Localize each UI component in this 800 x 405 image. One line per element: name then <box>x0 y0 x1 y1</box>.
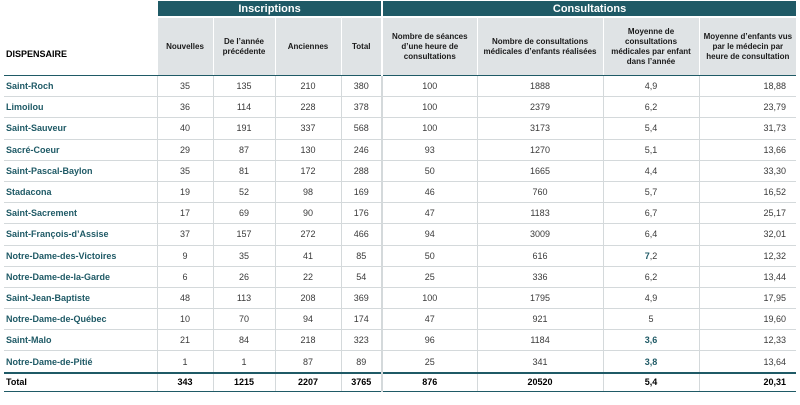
moyenne-cell <box>603 287 699 308</box>
precedente-cell: 135 <box>213 76 275 97</box>
seances-cell: 50 <box>382 160 477 181</box>
table-row <box>4 160 796 181</box>
anciennes-cell: 22 <box>275 266 341 287</box>
precedente-cell: 35 <box>213 245 275 266</box>
nouvelles-cell: 9 <box>157 245 213 266</box>
moyenne-consultations-header: Moyenne de consultations médicales par enfant dans l’année <box>603 17 699 76</box>
total-label: Total <box>4 373 157 392</box>
total-nouvelles: 343 <box>157 373 213 392</box>
table-row <box>4 203 796 224</box>
seances-cell: 96 <box>382 330 477 351</box>
enfants-cell: 33,30 <box>699 160 796 181</box>
seances-cell: 46 <box>382 181 477 202</box>
seances-cell: 100 <box>382 76 477 97</box>
nouvelles-cell: 35 <box>157 76 213 97</box>
anciennes-cell: 41 <box>275 245 341 266</box>
consultations-cell: 760 <box>477 181 603 202</box>
enfants-cell: 19,60 <box>699 309 796 330</box>
nouvelles-cell: 6 <box>157 266 213 287</box>
dispensary-name: Saint-Pascal-Baylon <box>4 160 157 181</box>
precedente-cell: 70 <box>213 309 275 330</box>
table-row <box>4 224 796 245</box>
moyenne-value: 6,2 <box>644 271 658 282</box>
consultations-cell: 1270 <box>477 139 603 160</box>
dispensaire-header: DISPENSAIRE <box>4 1 157 76</box>
moyenne-value-highlight: 7 <box>644 250 650 261</box>
anciennes-cell: 228 <box>275 97 341 118</box>
dispensary-name: Saint-Roch <box>4 76 157 97</box>
dispensary-table <box>4 1 796 392</box>
table-row <box>4 330 796 351</box>
table-row <box>4 76 796 97</box>
moyenne-value: 5,7 <box>644 187 658 198</box>
precedente-cell: 87 <box>213 139 275 160</box>
inscriptions-header: Inscriptions <box>157 1 382 17</box>
nouvelles-header: Nouvelles <box>157 17 213 76</box>
nouvelles-cell: 17 <box>157 203 213 224</box>
consultations-cell: 3173 <box>477 118 603 139</box>
precedente-cell: 191 <box>213 118 275 139</box>
enfants-cell: 31,73 <box>699 118 796 139</box>
total-total: 3765 <box>341 373 382 392</box>
anciennes-cell: 87 <box>275 351 341 373</box>
total-precedente: 1215 <box>213 373 275 392</box>
consultations-cell: 921 <box>477 309 603 330</box>
nb-consultations-header: Nombre de consultations médicales d’enfants réalisées <box>477 17 603 76</box>
nouvelles-cell: 36 <box>157 97 213 118</box>
nouvelles-cell: 19 <box>157 181 213 202</box>
dispensary-name: Notre-Dame-de-Québec <box>4 309 157 330</box>
enfants-cell: 16,52 <box>699 181 796 202</box>
total-cell: 380 <box>341 76 382 97</box>
consultations-header: Consultations <box>382 1 796 17</box>
moyenne-cell <box>603 76 699 97</box>
total-enfants: 20,31 <box>699 373 796 392</box>
seances-cell: 93 <box>382 139 477 160</box>
total-seances: 876 <box>382 373 477 392</box>
moyenne-value: 5,1 <box>644 144 658 155</box>
moyenne-cell <box>603 266 699 287</box>
nouvelles-cell: 48 <box>157 287 213 308</box>
precedente-cell: 113 <box>213 287 275 308</box>
moyenne-cell <box>603 139 699 160</box>
consultations-cell: 3009 <box>477 224 603 245</box>
seances-header: Nombre de séances d’une heure de consultations <box>382 17 477 76</box>
total-consultations: 20520 <box>477 373 603 392</box>
seances-cell: 25 <box>382 266 477 287</box>
total-cell: 176 <box>341 203 382 224</box>
table-row <box>4 351 796 373</box>
total-cell: 169 <box>341 181 382 202</box>
dispensary-name: Stadacona <box>4 181 157 202</box>
group-header-row <box>4 1 796 17</box>
moyenne-cell <box>603 309 699 330</box>
table-row <box>4 287 796 308</box>
nouvelles-cell: 10 <box>157 309 213 330</box>
precedente-cell: 52 <box>213 181 275 202</box>
moyenne-value: 6,4 <box>644 229 658 240</box>
anciennes-cell: 130 <box>275 139 341 160</box>
anciennes-cell: 208 <box>275 287 341 308</box>
moyenne-value: 4,9 <box>644 292 658 303</box>
total-row <box>4 373 796 392</box>
dispensary-name: Saint-Sacrement <box>4 203 157 224</box>
enfants-cell: 23,79 <box>699 97 796 118</box>
consultations-cell: 336 <box>477 266 603 287</box>
anciennes-cell: 337 <box>275 118 341 139</box>
seances-cell: 100 <box>382 97 477 118</box>
enfants-cell: 13,66 <box>699 139 796 160</box>
anciennes-cell: 172 <box>275 160 341 181</box>
consultations-cell: 1888 <box>477 76 603 97</box>
precedente-cell: 69 <box>213 203 275 224</box>
table-row <box>4 266 796 287</box>
table-row <box>4 118 796 139</box>
anciennes-header: Anciennes <box>275 17 341 76</box>
precedente-cell: 1 <box>213 351 275 373</box>
enfants-cell: 18,88 <box>699 76 796 97</box>
consultations-cell: 1184 <box>477 330 603 351</box>
anciennes-cell: 94 <box>275 309 341 330</box>
nouvelles-cell: 1 <box>157 351 213 373</box>
annee-precedente-header: De l’année précédente <box>213 17 275 76</box>
moyenne-value: 5 <box>648 314 654 325</box>
moyenne-cell <box>603 330 699 351</box>
total-cell: 174 <box>341 309 382 330</box>
total-cell: 568 <box>341 118 382 139</box>
moyenne-value: 5,4 <box>644 123 658 134</box>
total-cell: 378 <box>341 97 382 118</box>
dispensary-name: Saint-Sauveur <box>4 118 157 139</box>
precedente-cell: 114 <box>213 97 275 118</box>
consultations-cell: 1795 <box>477 287 603 308</box>
total-cell: 323 <box>341 330 382 351</box>
precedente-cell: 26 <box>213 266 275 287</box>
precedente-cell: 84 <box>213 330 275 351</box>
consultations-cell: 2379 <box>477 97 603 118</box>
moyenne-cell <box>603 351 699 373</box>
moyenne-cell <box>603 160 699 181</box>
nouvelles-cell: 29 <box>157 139 213 160</box>
total-header: Total <box>341 17 382 76</box>
table-row <box>4 309 796 330</box>
consultations-cell: 1665 <box>477 160 603 181</box>
moyenne-value-rest: ,2 <box>649 250 658 261</box>
moyenne-cell <box>603 118 699 139</box>
seances-cell: 47 <box>382 309 477 330</box>
dispensary-name: Notre-Dame-des-Victoires <box>4 245 157 266</box>
table-row <box>4 97 796 118</box>
total-cell: 288 <box>341 160 382 181</box>
dispensary-name: Sacré-Coeur <box>4 139 157 160</box>
enfants-cell: 12,33 <box>699 330 796 351</box>
enfants-cell: 12,32 <box>699 245 796 266</box>
nouvelles-cell: 37 <box>157 224 213 245</box>
dispensary-name: Saint-François-d’Assise <box>4 224 157 245</box>
dispensary-name: Saint-Malo <box>4 330 157 351</box>
moyenne-value-highlight: 3,8 <box>644 356 658 367</box>
moyenne-cell <box>603 245 699 266</box>
seances-cell: 94 <box>382 224 477 245</box>
enfants-cell: 13,64 <box>699 351 796 373</box>
seances-cell: 100 <box>382 118 477 139</box>
dispensary-name: Notre-Dame-de-Pitié <box>4 351 157 373</box>
anciennes-cell: 272 <box>275 224 341 245</box>
total-anciennes: 2207 <box>275 373 341 392</box>
seances-cell: 50 <box>382 245 477 266</box>
precedente-cell: 81 <box>213 160 275 181</box>
moyenne-enfants-header: Moyenne d’enfants vus par le médecin par heure de consultation <box>699 17 796 76</box>
enfants-cell: 25,17 <box>699 203 796 224</box>
moyenne-cell <box>603 203 699 224</box>
dispensary-name: Saint-Jean-Baptiste <box>4 287 157 308</box>
seances-cell: 25 <box>382 351 477 373</box>
anciennes-cell: 90 <box>275 203 341 224</box>
moyenne-value: 4,4 <box>644 165 658 176</box>
total-moyenne <box>603 373 699 392</box>
total-cell: 369 <box>341 287 382 308</box>
seances-cell: 47 <box>382 203 477 224</box>
enfants-cell: 13,44 <box>699 266 796 287</box>
total-cell: 466 <box>341 224 382 245</box>
moyenne-value: 4,9 <box>644 81 658 92</box>
moyenne-cell <box>603 181 699 202</box>
total-cell: 246 <box>341 139 382 160</box>
total-cell: 85 <box>341 245 382 266</box>
anciennes-cell: 98 <box>275 181 341 202</box>
moyenne-value: 6,2 <box>644 102 658 113</box>
total-cell: 54 <box>341 266 382 287</box>
moyenne-value: 6,7 <box>644 208 658 219</box>
anciennes-cell: 218 <box>275 330 341 351</box>
table-row <box>4 139 796 160</box>
seances-cell: 100 <box>382 287 477 308</box>
consultations-cell: 1183 <box>477 203 603 224</box>
precedente-cell: 157 <box>213 224 275 245</box>
nouvelles-cell: 35 <box>157 160 213 181</box>
consultations-cell: 616 <box>477 245 603 266</box>
consultations-cell: 341 <box>477 351 603 373</box>
total-cell: 89 <box>341 351 382 373</box>
anciennes-cell: 210 <box>275 76 341 97</box>
enfants-cell: 17,95 <box>699 287 796 308</box>
total-moyenne-value: 5,4 <box>644 377 658 388</box>
dispensary-name: Limoilou <box>4 97 157 118</box>
table-row <box>4 245 796 266</box>
moyenne-cell <box>603 97 699 118</box>
nouvelles-cell: 21 <box>157 330 213 351</box>
moyenne-cell <box>603 224 699 245</box>
enfants-cell: 32,01 <box>699 224 796 245</box>
table-row <box>4 181 796 202</box>
dispensary-name: Notre-Dame-de-la-Garde <box>4 266 157 287</box>
nouvelles-cell: 40 <box>157 118 213 139</box>
moyenne-value-highlight: 3,6 <box>644 335 658 346</box>
